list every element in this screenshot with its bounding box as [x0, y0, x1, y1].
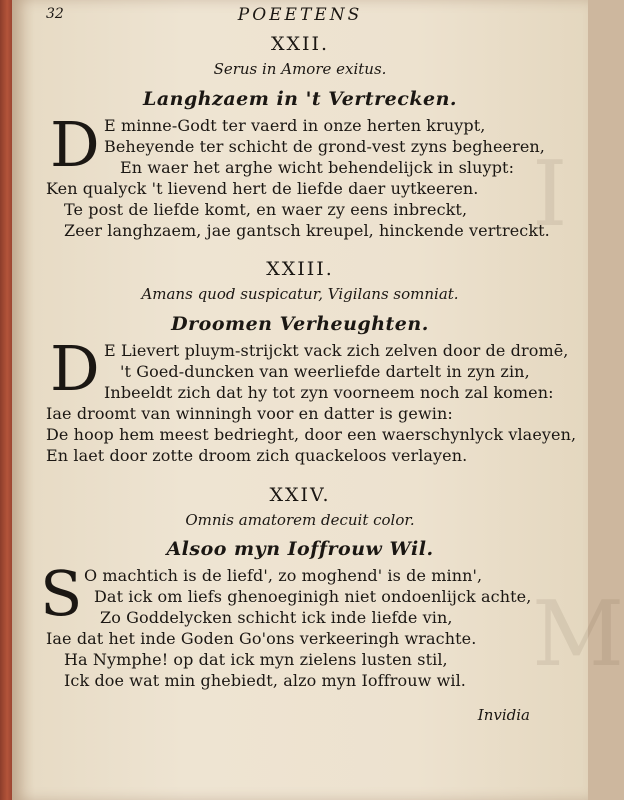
poem-line: Ha Nymphe! op dat ick myn zielens lusten stil,: [64, 650, 448, 669]
poem-numeral: XXIII.: [266, 258, 334, 280]
poem-latin-motto: Amans quod suspicatur, Vigilans somniat.: [141, 285, 459, 303]
poem-line: E Lievert pluym-strijckt vack zich zelven door de dromē,: [104, 341, 569, 360]
poem-numeral: XXII.: [270, 33, 330, 55]
drop-cap: S: [40, 557, 83, 630]
poem-line: O machtich is de liefd', zo moghend' is de minn',: [84, 566, 483, 585]
poem-line: Ick doe wat min ghebiedt, alzo myn Ioffrouw wil.: [64, 671, 466, 690]
catchword: Invidia: [477, 706, 530, 724]
poem-title: Langhzaem in 't Vertrecken.: [142, 88, 458, 110]
book-spine: [0, 0, 12, 800]
poem-line: Dat ick om liefs ghenoeginigh niet ondoenlijck achte,: [94, 587, 532, 606]
poem-latin-motto: Omnis amatorem decuit color.: [185, 511, 415, 529]
poem-title: Droomen Verheughten.: [171, 313, 429, 335]
poem-line: Inbeeldt zich dat hy tot zyn voorneem noch zal komen:: [104, 383, 554, 402]
drop-cap: D: [50, 108, 100, 181]
poem-latin-motto: Serus in Amore exitus.: [213, 60, 387, 78]
poem-line: E minne-Godt ter vaerd in onze herten kruypt,: [104, 116, 486, 135]
poem-line: De hoop hem meest bedrieght, door een waerschynlyck vlaeyen,: [46, 425, 577, 444]
running-head: POEETENS: [237, 5, 363, 25]
poem-numeral: XXIV.: [269, 484, 331, 506]
book-page: [12, 0, 624, 800]
poem-line: Beheyende ter schicht de grond-vest zyns begheeren,: [104, 137, 545, 156]
bleed-through: M: [532, 582, 624, 687]
poem-line: Iae dat het inde Goden Go'ons verkeeringh wrachte.: [46, 629, 477, 648]
poem-line: Ken qualyck 't lievend hert de liefde daer uytkeeren.: [46, 179, 479, 198]
poem-line: 't Goed-duncken van weerliefde dartelt in zyn zin,: [120, 362, 530, 381]
poem-line: Zo Goddelycken schicht ick inde liefde vin,: [100, 608, 453, 627]
poem-line: Iae droomt van winningh voor en datter is gewin:: [46, 404, 453, 423]
poem-line: En laet door zotte droom zich quackeloos verlayen.: [46, 446, 468, 465]
poem-title: Alsoo myn Ioffrouw Wil.: [166, 538, 434, 560]
bleed-through: I: [532, 142, 568, 247]
page-number: 32: [46, 6, 64, 22]
poem-line: Te post de liefde komt, en waer zy eens inbreckt,: [64, 200, 468, 219]
poem-line: En waer het arghe wicht behendelijck in sluypt:: [120, 158, 515, 177]
drop-cap: D: [50, 332, 100, 405]
poem-line: Zeer langhzaem, jae gantsch kreupel, hinckende vertreckt.: [64, 221, 550, 240]
